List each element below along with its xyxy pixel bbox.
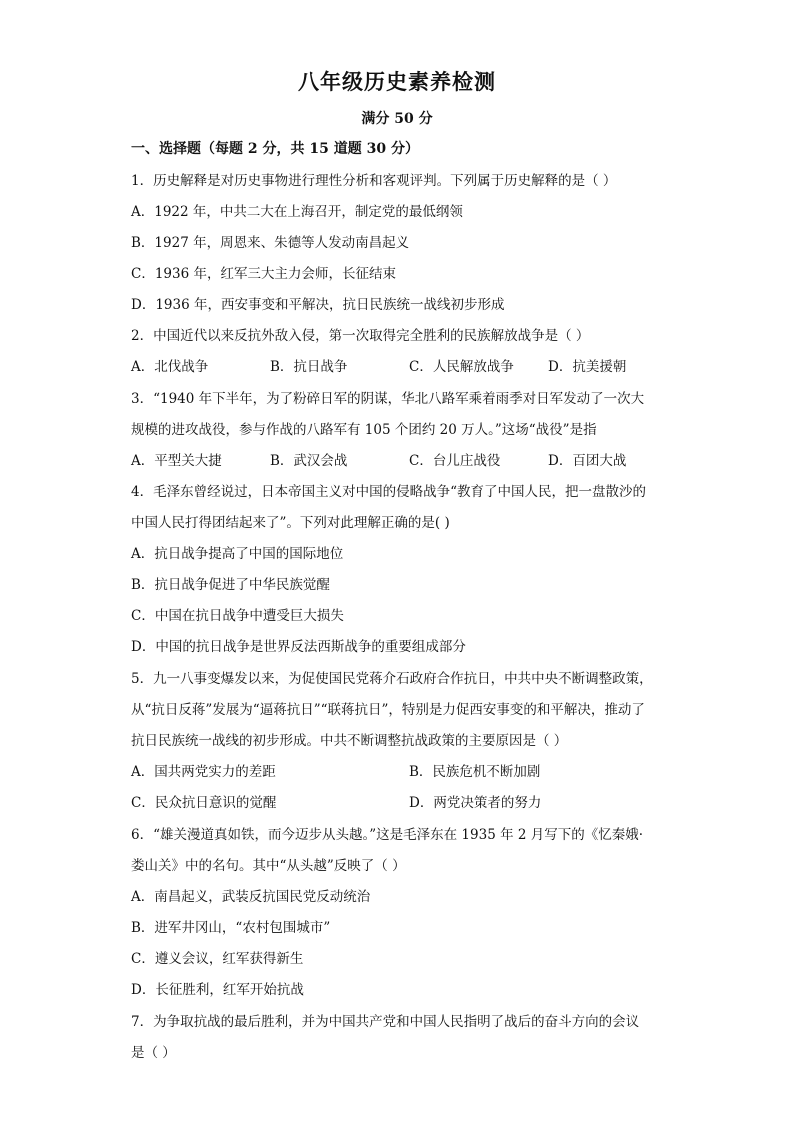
question-5-stem-line-1: 5．九一八事变爆发以来，为促使国民党蒋介石政府合作抗日，中共中央不断调整政策，: [131, 671, 653, 687]
page-title: 八年级历史素养检测: [298, 69, 496, 94]
question-5-option-c: C．民众抗日意识的觉醒: [131, 795, 277, 811]
score-note: 满分 50 分: [361, 111, 433, 127]
question-1-option-b: B．1927 年，周恩来、朱德等人发动南昌起义: [131, 235, 410, 251]
question-3-stem-line-2: 规模的进攻战役，参与作战的八路军有 105 个团约 20 万人。”这场“战役”是指: [131, 422, 597, 438]
question-2-option-a: A．北伐战争: [131, 359, 209, 375]
question-1-option-d: D．1936 年，西安事变和平解决，抗日民族统一战线初步形成: [131, 297, 505, 313]
question-2-stem: 2．中国近代以来反抗外敌入侵，第一次取得完全胜利的民族解放战争是（ ）: [131, 328, 590, 344]
question-4-option-a: A．抗日战争提高了中国的国际地位: [131, 546, 344, 562]
question-3-option-c: C．台儿庄战役: [409, 453, 501, 469]
section-heading: 一、选择题（每题 2 分，共 15 道题 30 分）: [131, 141, 419, 157]
question-1-option-c: C．1936 年，红军三大主力会师，长征结束: [131, 266, 396, 282]
question-4-stem-line-1: 4．毛泽东曾经说过，日本帝国主义对中国的侵略战争“教育了中国人民，把一盘散沙的: [131, 484, 646, 500]
question-2-option-c: C．人民解放战争: [409, 359, 514, 375]
question-6-stem-line-1: 6．“雄关漫道真如铁，而今迈步从头越。”这是毛泽东在 1935 年 2 月写下的《忆秦娥·: [131, 827, 644, 843]
question-6-stem-line-2: 娄山关》中的名句。其中“从头越”反映了（ ）: [131, 858, 406, 874]
question-4-option-b: B．抗日战争促进了中华民族觉醒: [131, 577, 330, 593]
question-1-option-a: A．1922 年，中共二大在上海召开，制定党的最低纲领: [131, 204, 463, 220]
question-2-option-b: B．抗日战争: [270, 359, 348, 375]
question-7-stem-line-2: 是（ ）: [131, 1045, 176, 1061]
question-5-option-a: A．国共两党实力的差距: [131, 764, 276, 780]
question-3-option-d: D．百团大战: [548, 453, 627, 469]
question-1-stem: 1．历史解释是对历史事物进行理性分析和客观评判。下列属于历史解释的是（ ）: [131, 173, 617, 189]
question-5-option-d: D．两党决策者的努力: [409, 795, 542, 811]
question-3-option-a: A．平型关大捷: [131, 453, 222, 469]
question-2-option-d: D．抗美援朝: [548, 359, 627, 375]
question-4-stem-line-2: 中国人民打得团结起来了”。下列对此理解正确的是( ): [131, 515, 450, 531]
question-5-option-b: B．民族危机不断加剧: [409, 764, 541, 780]
question-3-option-b: B．武汉会战: [270, 453, 348, 469]
question-6-option-b: B．进军井冈山，“农村包围城市”: [131, 920, 331, 936]
question-6-option-a: A．南昌起义，武装反抗国民党反动统治: [131, 889, 371, 905]
question-5-stem-line-3: 抗日民族统一战线的初步形成。中共不断调整抗战政策的主要原因是（ ）: [131, 733, 568, 749]
question-6-option-c: C．遵义会议，红军获得新生: [131, 951, 304, 967]
question-3-stem-line-1: 3．“1940 年下半年，为了粉碎日军的阴谋，华北八路军乘着雨季对日军发动了一次大: [131, 391, 645, 407]
question-5-stem-line-2: 从“抗日反蒋”发展为“逼蒋抗日”“联蒋抗日”，特别是力促西安事变的和平解决，推动了: [131, 702, 645, 718]
question-4-option-c: C．中国在抗日战争中遭受巨大损失: [131, 608, 344, 624]
question-6-option-d: D．长征胜利，红军开始抗战: [131, 982, 304, 998]
question-7-stem-line-1: 7．为争取抗战的最后胜利，并为中国共产党和中国人民指明了战后的奋斗方向的会议: [131, 1014, 640, 1030]
question-4-option-d: D．中国的抗日战争是世界反法西斯战争的重要组成部分: [131, 639, 466, 655]
